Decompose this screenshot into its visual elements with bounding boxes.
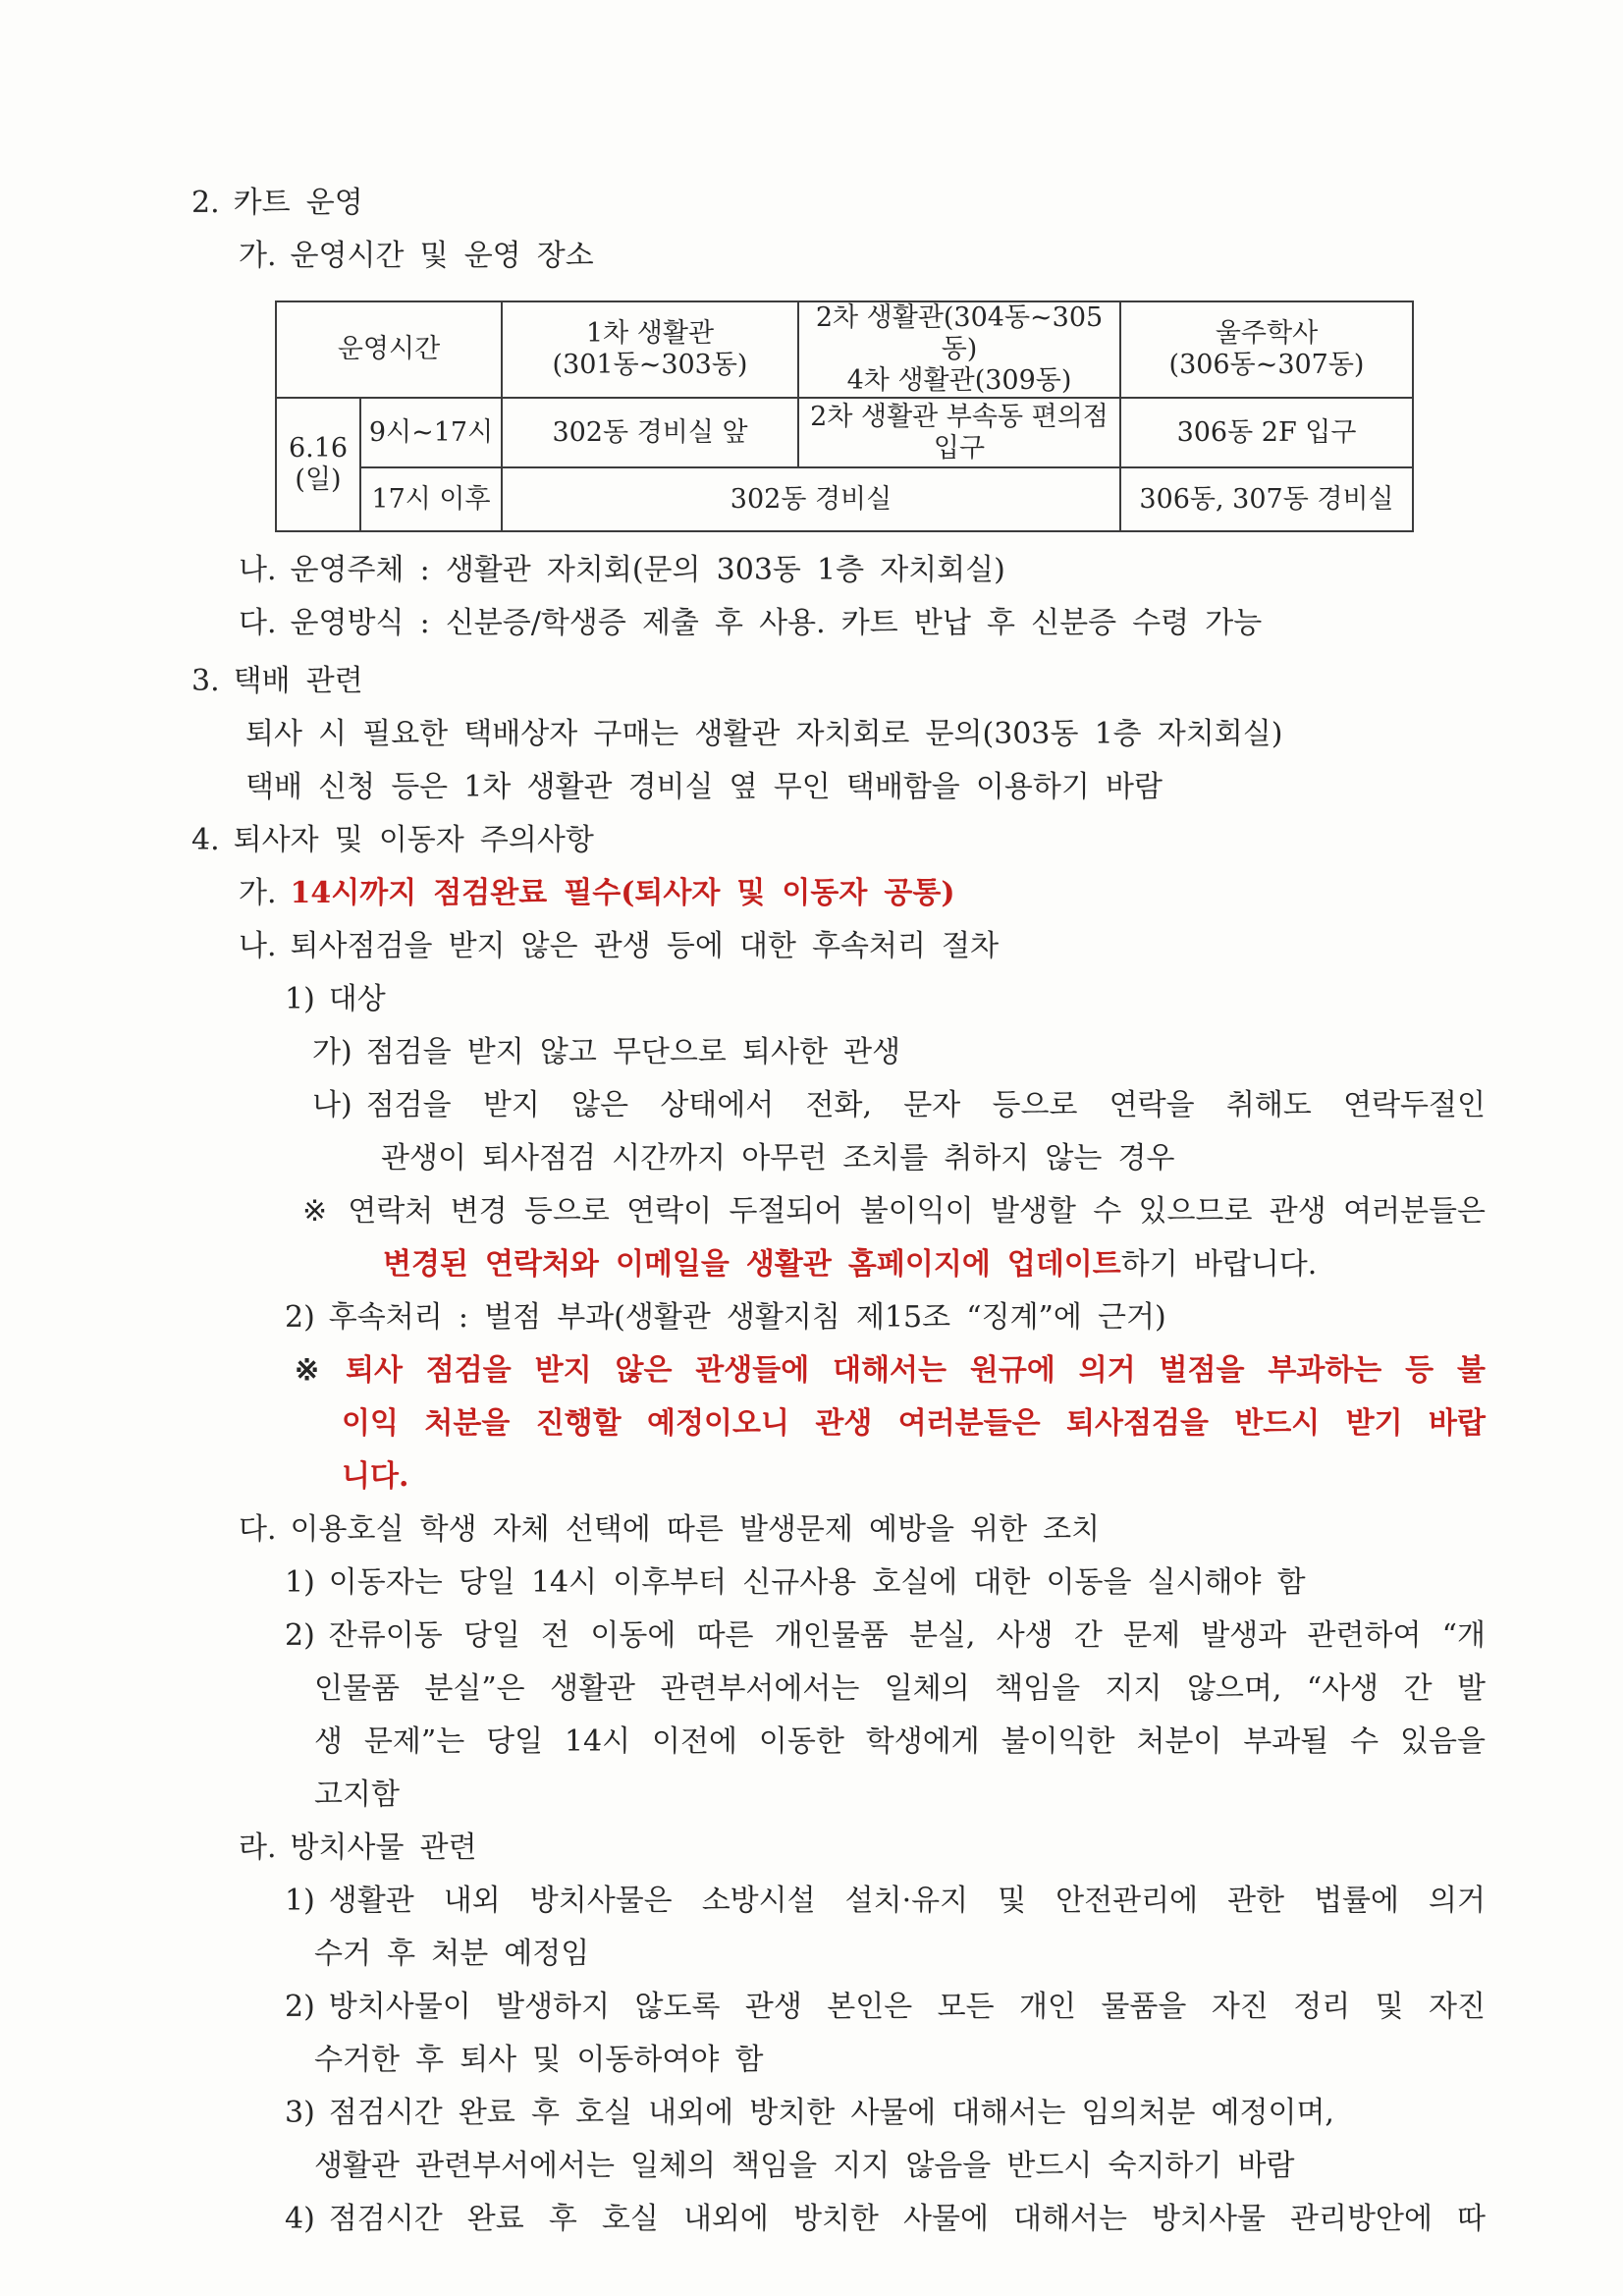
item-4d4-line1 (0, 2193, 1623, 2246)
item-4c1-line (0, 1557, 1623, 1610)
item-4d3-line1 (0, 2087, 1623, 2140)
section-4c-text: 이용호실 학생 자체 선택에 따른 발생문제 예방을 위한 조치 (290, 1512, 1101, 1547)
table-header-building1: 1차 생활관 (301동~303동) (502, 301, 798, 398)
section-4-title: 퇴사자 및 이동자 주의사항 (233, 823, 594, 857)
item-4b1a-text: 점검을 받지 않고 무단으로 퇴사한 관생 (365, 1035, 901, 1069)
item-4d1-text1: 생활관 내외 방치사물은 소방시설 설치·유지 및 안전관리에 관한 법률에 의거 (328, 1884, 1486, 1918)
item-4b1a-line (0, 1026, 1623, 1079)
table-cell-time1: 9시~17시 (360, 398, 502, 467)
item-4d2-line2 (0, 2034, 1623, 2087)
item-4d3-text1: 점검시간 완료 후 호실 내외에 방치한 사물에 대해서는 임의처분 예정이며, (328, 2096, 1334, 2130)
item-4c2-line1 (0, 1610, 1623, 1663)
section-4b-label: 나. (239, 929, 277, 963)
item-4c2-text2: 인물품 분실”은 생활관 관련부서에서는 일체의 책임을 지지 않으며, “사생 간 발 (314, 1671, 1486, 1706)
section-2a-title: 운영시간 및 운영 장소 (290, 239, 594, 273)
item-4b1b-label: 나) (312, 1088, 352, 1122)
item-4b1-line (0, 973, 1623, 1026)
item-4b1b-text2: 관생이 퇴사점검 시간까지 아무런 조치를 취하지 않는 경우 (381, 1141, 1175, 1175)
item-4c1-text: 이동자는 당일 14시 이후부터 신규사용 호실에 대한 이동을 실시해야 함 (328, 1565, 1306, 1600)
item-4c2-text3: 생 문제”는 당일 14시 이전에 이동한 학생에게 불이익한 처분이 부과될 수 있음을 (314, 1724, 1486, 1759)
item-4c2-label: 2) (285, 1618, 315, 1653)
item-4d2-line1 (0, 1981, 1623, 2034)
table-row-daytime (276, 398, 1413, 467)
item-4c2-line3 (0, 1716, 1623, 1769)
table-cell-location1: 302동 경비실 앞 (502, 398, 798, 467)
table-cell-location12: 302동 경비실 (502, 467, 1120, 531)
item-4c2-line2 (0, 1663, 1623, 1716)
table-cell-location3-evening: 306동, 307동 경비실 (1120, 467, 1413, 531)
section-2c-line (0, 597, 1623, 650)
note2-line1 (0, 1344, 1623, 1397)
item-4b1b-text1: 점검을 받지 않은 상태에서 전화, 문자 등으로 연락을 취해도 연락두절인 (365, 1088, 1486, 1122)
item-4c2-text1: 잔류이동 당일 전 이동에 따른 개인물품 분실, 사생 간 문제 발생과 관련하여 “개 (328, 1618, 1486, 1653)
table-header-hours: 운영시간 (276, 301, 502, 398)
note2-emphasis2: 이익 처분을 진행할 예정이오니 관생 여러분들은 퇴사점검을 반드시 받기 바랍 (342, 1406, 1486, 1441)
item-4b1b-line2 (0, 1132, 1623, 1185)
item-4b2-label: 2) (285, 1300, 315, 1335)
note2-line3 (0, 1450, 1623, 1503)
table-header-building2: 2차 생활관(304동~305동) 4차 생활관(309동) (798, 301, 1120, 398)
section-3-line2: 택배 신청 등은 1차 생활관 경비실 옆 무인 택배함을 이용하기 바람 (245, 770, 1163, 804)
section-4a-label: 가. (239, 876, 277, 910)
reference-mark-icon: ※ (302, 1194, 329, 1229)
item-4d2-text2: 수거한 후 퇴사 및 이동하여야 함 (314, 2043, 764, 2077)
section-2-heading (0, 177, 1623, 230)
section-2-number: 2. (191, 186, 220, 220)
section-4d-text: 방치사물 관련 (290, 1831, 477, 1865)
section-2-title: 카트 운영 (233, 186, 363, 220)
item-4d1-line1 (0, 1875, 1623, 1928)
note1-line1 (0, 1185, 1623, 1238)
section-4a-line (0, 867, 1623, 920)
note1-tail: 하기 바랍니다. (1120, 1247, 1318, 1282)
cart-operation-table (275, 301, 1414, 532)
item-4d1-text2: 수거 후 처분 예정임 (314, 1937, 590, 1971)
table-header-building3: 울주학사 (306동~307동) (1120, 301, 1413, 398)
section-2c-text: 운영방식 : 신분증/학생증 제출 후 사용. 카트 반납 후 신분증 수령 가능 (290, 606, 1263, 640)
section-2b-text: 운영주체 : 생활관 자치회(문의 303동 1층 자치회실) (290, 553, 1005, 587)
table-cell-location3: 306동 2F 입구 (1120, 398, 1413, 467)
item-4b1b-line1 (0, 1079, 1623, 1132)
note2-emphasis3: 니다. (342, 1459, 409, 1494)
section-3-heading (0, 655, 1623, 708)
reference-mark-icon: ※ (295, 1353, 326, 1388)
item-4d3-text2: 생활관 관련부서에서는 일체의 책임을 지지 않음을 반드시 숙지하기 바람 (314, 2149, 1295, 2183)
item-4c2-line4 (0, 1769, 1623, 1822)
item-4d1-label: 1) (285, 1884, 315, 1918)
note1-line2 (0, 1238, 1623, 1291)
section-3-line1: 퇴사 시 필요한 택배상자 구매는 생활관 자치회로 문의(303동 1층 자치회실) (245, 717, 1283, 751)
item-4b1a-label: 가) (312, 1035, 352, 1069)
section-4b-line (0, 920, 1623, 973)
table-cell-date: 6.16 (일) (276, 398, 360, 531)
section-2b-label: 나. (239, 553, 277, 587)
section-2c-label: 다. (239, 606, 277, 640)
table-row-evening (276, 467, 1413, 531)
item-4d2-label: 2) (285, 1990, 315, 2024)
section-4d-label: 라. (239, 1831, 277, 1865)
section-4b-text: 퇴사점검을 받지 않은 관생 등에 대한 후속처리 절차 (290, 929, 1000, 963)
note2-emphasis1: 퇴사 점검을 받지 않은 관생들에 대해서는 원규에 의거 벌점을 부과하는 등 불 (345, 1353, 1486, 1388)
item-4b1-text: 대상 (328, 982, 386, 1016)
note1-emphasis: 변경된 연락처와 이메일을 생활관 홈페이지에 업데이트 (383, 1247, 1121, 1282)
table-cell-time2: 17시 이후 (360, 467, 502, 531)
item-4d2-text1: 방치사물이 발생하지 않도록 관생 본인은 모든 개인 물품을 자진 정리 및 자진 (328, 1990, 1486, 2024)
section-2b-line (0, 544, 1623, 597)
section-4-heading (0, 814, 1623, 867)
section-4c-label: 다. (239, 1512, 277, 1547)
section-4-number: 4. (191, 823, 220, 857)
table-header-row (276, 301, 1413, 398)
item-4d3-line2 (0, 2140, 1623, 2193)
item-4b2-line (0, 1291, 1623, 1344)
item-4b2-text: 후속처리 : 벌점 부과(생활관 생활지침 제15조 “징계”에 근거) (328, 1300, 1166, 1335)
item-4d4-label: 4) (285, 2202, 315, 2236)
table-cell-location2: 2차 생활관 부속동 편의점 입구 (798, 398, 1120, 467)
note1-text1: 연락처 변경 등으로 연락이 두절되어 불이익이 발생할 수 있으므로 관생 여러분들은 (348, 1194, 1486, 1229)
section-3-title: 택배 관련 (233, 664, 363, 698)
section-3-number: 3. (191, 664, 220, 698)
note2-line2 (0, 1397, 1623, 1450)
item-4c1-label: 1) (285, 1565, 315, 1600)
item-4c2-text4: 고지함 (314, 1777, 400, 1812)
item-4d4-text1: 점검시간 완료 후 호실 내외에 방치한 사물에 대해서는 방치사물 관리방안에 따 (328, 2202, 1486, 2236)
item-4d3-label: 3) (285, 2096, 315, 2130)
item-4d1-line2 (0, 1928, 1623, 1981)
section-4a-emphasis: 14시까지 점검완료 필수(퇴사자 및 이동자 공통) (290, 876, 955, 910)
item-4b1-label: 1) (285, 982, 315, 1016)
section-2a-label: 가. (239, 239, 277, 273)
section-2a-heading (0, 230, 1623, 283)
section-4d-line (0, 1822, 1623, 1875)
section-4c-line (0, 1503, 1623, 1557)
